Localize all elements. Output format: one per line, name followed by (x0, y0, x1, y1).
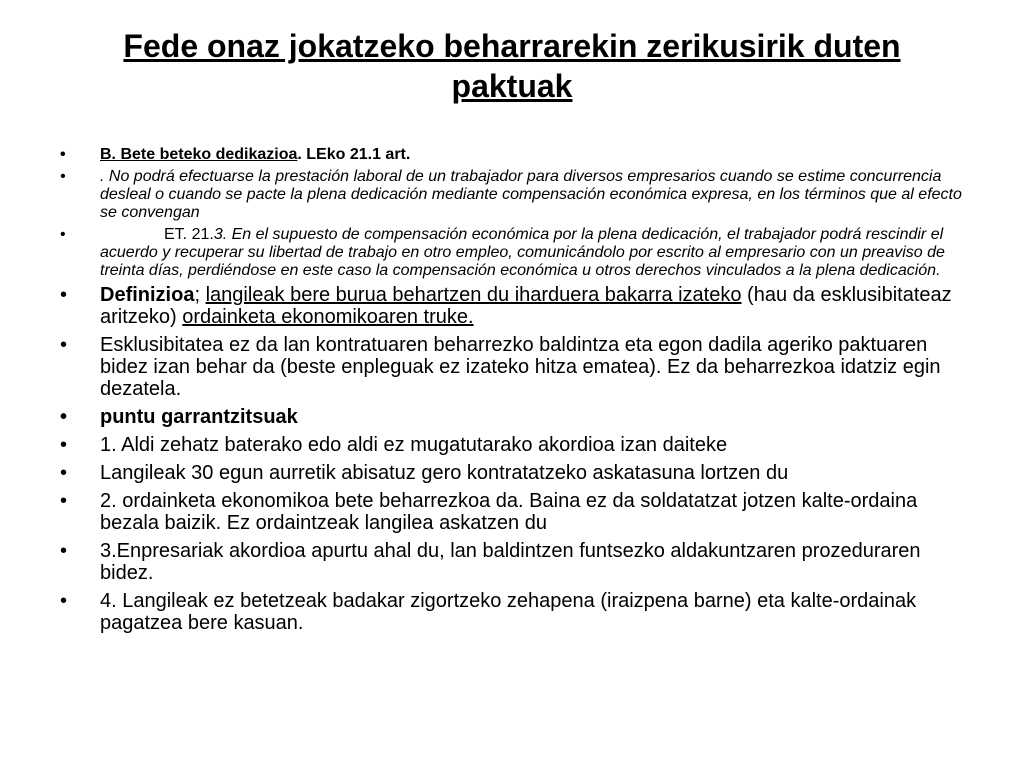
law-quote-text: . No podrá efectuarse la prestación laboral de un trabajador para diversos empresarios cuando se estime concurrencia desleal o cuando se pacte la plena dedicación mediante compensación económica expresa, en los términos que al efecto se convengan (100, 168, 962, 221)
bullet-icon: • (60, 490, 68, 512)
list-item-exclusivity (60, 334, 970, 400)
list-item-law-quote (60, 168, 970, 222)
dedication-heading: B. Bete beteko dedikazioa (100, 146, 298, 163)
et-reference: ET. 21. (164, 226, 214, 243)
definition-separator: ; (194, 284, 206, 306)
list-item-et-quote (60, 226, 970, 280)
et-reference-number: 3 (213, 226, 223, 243)
bullet-icon: • (60, 334, 68, 356)
list-item-definition (60, 284, 970, 328)
definition-term: Definizioa (100, 284, 195, 306)
point-2-text: 2. ordainketa ekonomikoa bete beharrezkoa da. Baina ez da soldatatzat jotzen kalte-ordaina bezala baizik. Ez ordaintzeak langilea askatzen du (100, 490, 918, 534)
bullet-list (60, 146, 970, 640)
point-4-text: 4. Langileak ez betetzeak badakar zigortzeko zehapena (iraizpena barne) eta kalte-ordainak pagatzea bere kasuan. (100, 590, 917, 634)
bullet-icon: • (60, 146, 66, 163)
list-item-point-2 (60, 490, 970, 534)
key-points-heading: puntu garrantzitsuak (100, 406, 298, 428)
exclusivity-text: Esklusibitatea ez da lan kontratuaren beharrezko baldintza eta egon dadila ageriko paktuaren bidez izan behar da (beste enpleguak ez izateko hitza ematea). Ez da beharrezkoa idatziz egin dezatela. (100, 334, 941, 400)
bullet-icon: • (60, 462, 68, 484)
slide-title: Fede onaz jokatzeko beharrarekin zerikusirik duten paktuak (123, 28, 901, 104)
list-item-key-points (60, 406, 970, 428)
dedication-article: . LEko 21.1 art. (297, 146, 411, 163)
bullet-icon: • (60, 540, 68, 562)
list-item-dedication (60, 146, 970, 164)
bullet-icon: • (60, 168, 66, 185)
definition-part1: langileak bere burua behartzen du iharduera bakarra izateko (205, 284, 742, 306)
bullet-icon: • (60, 406, 68, 428)
bullet-icon: • (60, 434, 68, 456)
list-item-notice (60, 462, 970, 484)
definition-part2: (hau da esklusibitateaz aritzeko) (100, 284, 952, 328)
bullet-icon: • (60, 284, 68, 306)
notice-text: Langileak 30 egun aurretik abisatuz gero kontratatzeko askatasuna lortzen du (100, 462, 789, 484)
definition-part3: ordainketa ekonomikoaren truke. (182, 306, 474, 328)
list-item-point-1 (60, 434, 970, 456)
bullet-icon: • (60, 590, 68, 612)
et-quote-text: . En el supuesto de compensación económica por la plena dedicación, el trabajador podrá rescindir el acuerdo y recuperar su libertad de trabajo en otro empleo, comunicándolo por escrito al empresario con un preaviso de treinta días, perdiéndose en este caso la compensación económica u otros derechos vinculados a la plena dedicación. (100, 226, 945, 279)
point-1-text: 1. Aldi zehatz baterako edo aldi ez mugatutarako akordioa izan daiteke (100, 434, 728, 456)
list-item-point-3 (60, 540, 970, 584)
list-item-point-4 (60, 590, 970, 634)
bullet-icon: • (60, 226, 66, 243)
point-3-text: 3.Enpresariak akordioa apurtu ahal du, lan baldintzen funtsezko aldakuntzaren prozeduraren bidez. (100, 540, 921, 584)
